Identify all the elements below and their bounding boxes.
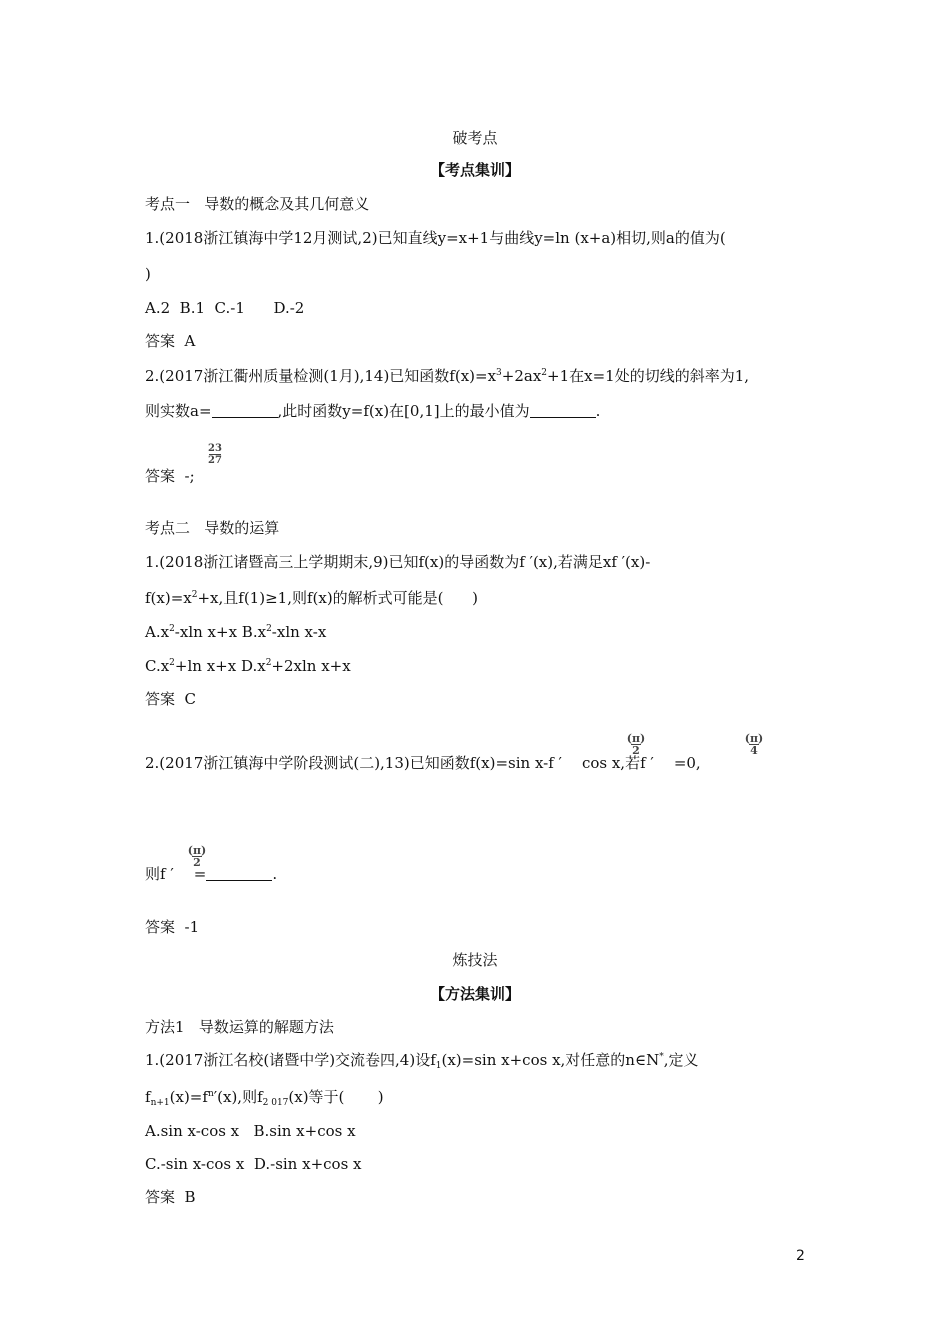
- text: f(x)=x: [145, 589, 192, 607]
- m1-q1-options-ab: A.sin x-cos x B.sin x+cos x: [145, 1122, 356, 1140]
- kp2-q2-answer: 答案 -1: [145, 918, 200, 936]
- kp1-q1-answer: 答案 A: [145, 332, 196, 350]
- m1-q1-options-cd: C.-sin x-cos x D.-sin x+cos x: [145, 1155, 362, 1173]
- denominator: 27: [208, 455, 222, 466]
- fraction-pi-over-2: (π) 2: [187, 844, 207, 869]
- kp1-q2-line1: [145, 366, 749, 386]
- text: 则实数a=: [145, 402, 212, 420]
- text: 1.(2017浙江名校(诸暨中学)交流卷四,4)设f: [145, 1051, 436, 1069]
- superscript: 2: [541, 368, 548, 378]
- text: =: [193, 865, 207, 883]
- kp2-q1-options-cd: [145, 656, 351, 676]
- fraction-pi-over-4: (π) 4: [744, 732, 764, 757]
- page-number: 2: [796, 1248, 805, 1264]
- subscript: 1: [435, 1061, 442, 1071]
- text: 2.(2017浙江衢州质量检测(1月),14)已知函数f(x)=x: [145, 367, 497, 385]
- fraction-23-27: [208, 443, 222, 466]
- kp1-q1-line2: ): [145, 265, 151, 283]
- kp1-q1-options: A.2 B.1 C.-1 D.-2: [145, 299, 305, 317]
- text: (x)=sin x+cos x,对任意的n∈N: [441, 1051, 660, 1069]
- text: .: [272, 865, 278, 883]
- kp2-q1-options-ab: [145, 622, 326, 642]
- denominator: 2: [193, 856, 201, 869]
- fill-blank: [206, 866, 272, 881]
- text: 则f ′: [145, 865, 174, 883]
- text: +2ax: [501, 367, 542, 385]
- text: +2xln x+x: [271, 657, 351, 675]
- subscript: 2 017: [262, 1098, 289, 1108]
- numerator: π: [749, 732, 759, 745]
- fill-blank: [530, 403, 596, 418]
- superscript: 2: [191, 590, 198, 600]
- kp1-q1-line1: 1.(2018浙江镇海中学12月测试,2)已知直线y=x+1与曲线y=ln (x+a)相切,则a的值为(: [145, 229, 726, 247]
- kp1-q2-answer: 答案 -;: [145, 467, 195, 485]
- superscript: *: [659, 1052, 664, 1062]
- m1-heading: 方法1 导数运算的解题方法: [145, 1018, 334, 1036]
- m1-q1-answer: 答案 B: [145, 1188, 196, 1206]
- section-subtitle-2: 【方法集训】: [429, 985, 520, 1003]
- denominator: 4: [750, 744, 758, 757]
- fraction-pi-over-2: (π) 2: [626, 732, 646, 757]
- text: (x)等于( ): [288, 1088, 384, 1106]
- superscript: 2: [169, 658, 175, 668]
- text: ,此时函数y=f(x)在[0,1]上的最小值为: [277, 402, 530, 420]
- kp2-q1-line1: 1.(2018浙江诸暨高三上学期期末,9)已知f(x)的导函数为f ′(x),若满足xf ′(x)-: [145, 553, 651, 571]
- section-title-1: 破考点: [452, 129, 498, 147]
- section-subtitle-1: 【考点集训】: [429, 161, 520, 179]
- text: -xln x-x: [271, 623, 327, 641]
- text: +x,且f(1)≥1,则f(x)的解析式可能是( ): [197, 589, 478, 607]
- denominator: 2: [632, 744, 640, 757]
- subscript: n+1: [150, 1098, 170, 1108]
- superscript: n: [207, 1089, 214, 1099]
- text: (x)=f: [169, 1088, 208, 1106]
- kp2-q2-line2: [145, 864, 277, 884]
- text: cos x,若f ′: [581, 754, 654, 772]
- kp2-q1-answer: 答案 C: [145, 690, 197, 708]
- m1-q1-line2: [145, 1087, 384, 1107]
- text: +1在x=1处的切线的斜率为1,: [547, 367, 750, 385]
- numerator: 23: [208, 443, 222, 454]
- text: .: [595, 402, 601, 420]
- text: ′(x),则f: [213, 1088, 263, 1106]
- section-title-2: 炼技法: [452, 951, 498, 969]
- numerator: π: [631, 732, 641, 745]
- superscript: 2: [265, 658, 272, 668]
- superscript: 2: [169, 624, 175, 634]
- numerator: π: [192, 844, 202, 857]
- superscript: 3: [496, 368, 502, 378]
- kp1-q2-line2: [145, 401, 600, 421]
- kp2-q1-line2: [145, 588, 478, 608]
- superscript: 2: [266, 624, 272, 634]
- text: f: [145, 1088, 151, 1106]
- m1-q1-line1: [145, 1050, 698, 1070]
- text: 2.(2017浙江镇海中学阶段测试(二),13)已知函数f(x)=sin x-f ′: [145, 754, 562, 772]
- fill-blank: [212, 403, 278, 418]
- text: C.x: [145, 657, 170, 675]
- kp2-q2-line1: [145, 753, 701, 773]
- text: -xln x+x B.x: [174, 623, 267, 641]
- text: A.x: [145, 623, 170, 641]
- text: =0,: [673, 754, 701, 772]
- text: ,定义: [663, 1051, 699, 1069]
- text: +ln x+x D.x: [174, 657, 266, 675]
- kp2-heading: 考点二 导数的运算: [145, 519, 280, 537]
- kp1-heading: 考点一 导数的概念及其几何意义: [145, 195, 370, 213]
